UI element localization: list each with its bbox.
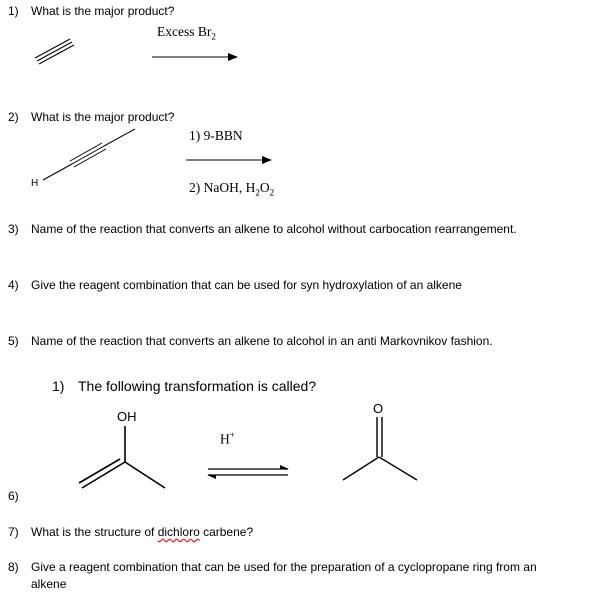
alkyne-2-structure xyxy=(43,129,135,180)
transformation-heading-number: 1) xyxy=(52,378,65,394)
hydroxyl-label: OH xyxy=(117,409,137,424)
question-7-number: 7) xyxy=(8,525,19,539)
question-1-number: 1) xyxy=(8,4,19,18)
question-3-number: 3) xyxy=(8,222,19,236)
ketone-structure xyxy=(343,417,417,480)
reaction-1-arrow xyxy=(152,53,238,61)
question-8-text-line2: alkene xyxy=(31,577,67,591)
question-3-text: Name of the reaction that converts an alkene to alcohol without carbocation rearrangement. xyxy=(31,222,517,236)
question-2-number: 2) xyxy=(8,110,19,124)
reaction-2-step1: 1) 9-BBN xyxy=(189,128,243,143)
enol-structure xyxy=(79,426,165,488)
question-2-text: What is the major product? xyxy=(31,110,175,124)
question-6-number: 6) xyxy=(8,489,19,503)
acid-catalyst: H+ xyxy=(220,430,235,447)
reaction-2-arrow xyxy=(186,156,272,164)
alkyne-1-structure xyxy=(35,39,74,64)
question-1-text: What is the major product? xyxy=(31,4,175,18)
question-5-number: 5) xyxy=(8,334,19,348)
question-4-number: 4) xyxy=(8,278,19,292)
question-5-text: Name of the reaction that converts an alkene to alcohol in an anti Markovnikov fashion. xyxy=(31,334,493,348)
alkyne-h-label: H xyxy=(31,178,39,189)
reaction-1-reagent: Excess $Br_2$ xyxy=(157,24,216,42)
equilibrium-arrows xyxy=(207,465,289,479)
transformation-heading-text: The following transformation is called? xyxy=(78,378,317,394)
question-8-number: 8) xyxy=(8,560,19,574)
question-7-text: What is the structure of dichloro carbene? xyxy=(31,525,254,539)
question-4-text: Give the reagent combination that can be used for syn hydroxylation of an alkene xyxy=(31,278,462,292)
carbonyl-oxygen-label: O xyxy=(373,401,384,416)
reaction-2-step2: 2) NaOH, $H_2O_2$ xyxy=(189,180,275,198)
question-8-text-line1: Give a reagent combination that can be used for the preparation of a cyclopropane ring from an xyxy=(31,560,537,574)
